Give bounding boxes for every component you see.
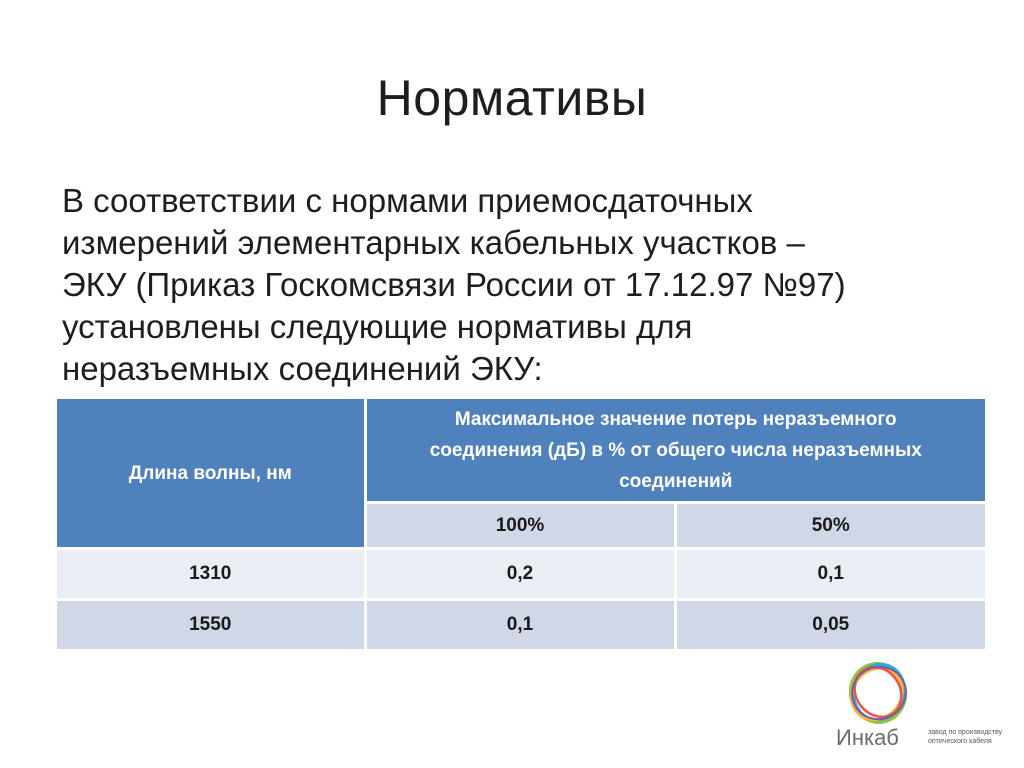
table-row bbox=[57, 549, 985, 600]
max-loss-header-line: соединения (дБ) в % от общего числа неразъемных bbox=[429, 439, 922, 461]
wavelength-cell: 1550 bbox=[57, 600, 365, 650]
body-line: установлены следующие нормативы для bbox=[62, 308, 693, 345]
wavelength-header: Длина волны, нм bbox=[57, 399, 365, 549]
body-line: неразъемных соединений ЭКУ: bbox=[62, 350, 543, 387]
body-line: измерений элементарных кабельных участков – bbox=[62, 224, 805, 261]
logo-tagline bbox=[928, 728, 1018, 746]
logo-tagline-line: оптического кабеля bbox=[928, 738, 992, 745]
wavelength-cell: 1310 bbox=[57, 549, 365, 600]
max-loss-header bbox=[365, 399, 985, 503]
loss-100-cell: 0,2 bbox=[365, 549, 675, 600]
table-row bbox=[57, 600, 985, 650]
logo-ring-icon bbox=[843, 656, 913, 730]
percent-100-header: 100% bbox=[365, 503, 675, 549]
body-paragraph bbox=[62, 180, 992, 390]
logo-tagline-line: завод по производству bbox=[928, 729, 1003, 736]
loss-100-cell: 0,1 bbox=[365, 600, 675, 650]
loss-50-cell: 0,05 bbox=[675, 600, 985, 650]
logo-name: Инкаб bbox=[836, 725, 899, 750]
body-line: ЭКУ (Приказ Госкомсвязи России от 17.12.97 №97) bbox=[62, 266, 846, 303]
max-loss-header-line: соединений bbox=[619, 470, 733, 492]
percent-50-header: 50% bbox=[675, 503, 985, 549]
loss-50-cell: 0,1 bbox=[675, 549, 985, 600]
slide-title: Нормативы bbox=[376, 70, 648, 126]
incab-logo bbox=[836, 656, 1016, 756]
body-line: В соответствии с нормами приемосдаточных bbox=[62, 182, 753, 219]
max-loss-header-line: Максимальное значение потерь неразъемного bbox=[454, 408, 897, 430]
norms-table bbox=[57, 399, 985, 649]
